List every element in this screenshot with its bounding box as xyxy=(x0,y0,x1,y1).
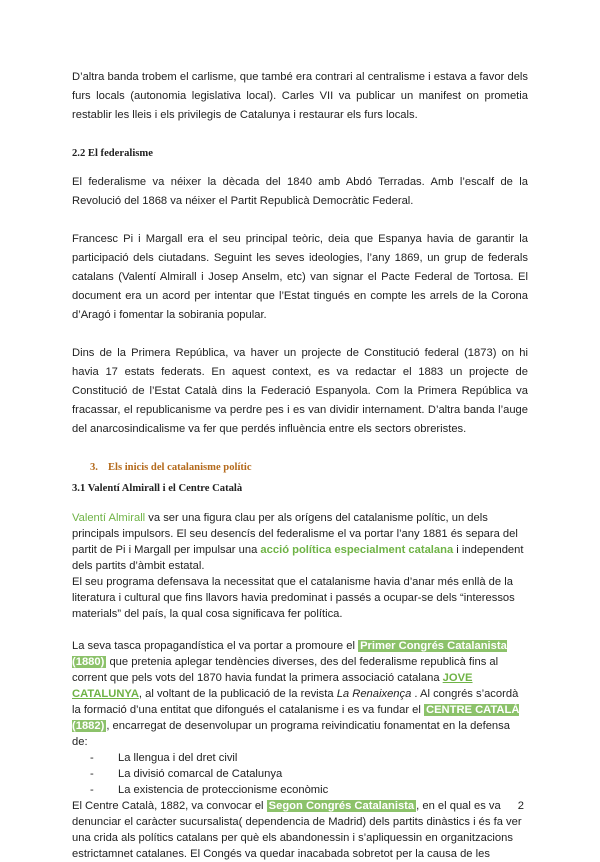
list-item: - La llengua i del dret civil xyxy=(90,750,528,766)
carlism-paragraph: D’altra banda trobem el carlisme, que també era contrari al centralisme i estava a favor dels furs locals (autonomia legislativa local). Carles VII va publicar un manifest on prometia restablir les lleis i els privilegis de Catalunya i restaurar els furs locals. xyxy=(72,71,528,121)
jove-catalunya-link[interactable]: JOVE CATALUNYA xyxy=(72,672,473,700)
federalism-paragraph-3: Dins de la Primera República, va haver un projecte de Constitució federal (1873) on hi havia 17 estats federats. En aquest context, es va redactar el 1883 un projecte de Constitució de l’Estat Català dins la Federació Espanyola. Com la Primera República va fracassar, el republicanisme va perdre pes i es van dividir internament. D’altra banda l’auge del anarcosindicalisme va fer que perdés influència entre els sectors obreristes. xyxy=(72,347,528,435)
centre-catala-link[interactable]: CENTRE CATALÀ (1882) xyxy=(72,704,520,732)
programa-paragraph: El seu programa defensava la necessitat que el catalanisme havia d’anar més enllà de la literatura i cultural que fins llavors havia predominat i passés a ocupar-se dels “interessos materials” del país, la qual cosa significava fer política. xyxy=(72,576,515,620)
federalism-paragraph-1: El federalisme va néixer la dècada del 1840 amb Abdó Terradas. Amb l’escalf de la Revolució del 1868 va néixer el Partit Republicà Democràtic Federal. xyxy=(72,176,528,207)
accio-politica-link[interactable]: acció política especialment catalana xyxy=(260,544,454,556)
defensa-list xyxy=(72,750,528,798)
primer-congres-link[interactable]: Primer Congrés Catalanista (1880) xyxy=(72,640,507,668)
la-renaixenca-title: La Renaixença xyxy=(336,688,412,700)
section-3-heading xyxy=(72,458,528,477)
section-3-number: 3. xyxy=(90,462,98,473)
section-3-1-heading: 3.1 Valentí Almirall i el Centre Català xyxy=(72,483,243,494)
congres-paragraph: La seva tasca propagandística el va portar a promoure el Primer Congrés Catalanista (1880) que pretenia aplegar tendències diverses, des del federalisme republicà fins al corrent que pels vots del 1870 havia fundat la primera associació catalana JOVE CATALUNYA, al voltant de la publicació de la revista La Renaixença . Al congrés s’acordà la formació d’una entitat que difongués el catalanisme i es va fundar el CENTRE CATALÀ (1882) , encarregat de desenvolupar un programa reivindicatiu fonamentat en la defensa de: xyxy=(72,640,520,748)
list-item: - La existencia de proteccionisme econòmic xyxy=(90,782,528,798)
section-3-title: Els inicis del catalanisme polític xyxy=(107,462,252,473)
list-item: - La divisió comarcal de Catalunya xyxy=(90,766,528,782)
page-number: 2 xyxy=(517,800,524,812)
section-2-2-heading: 2.2 El federalisme xyxy=(72,148,153,159)
almirall-block xyxy=(72,510,528,862)
segon-congres-link[interactable]: Segon Congrés Catalanista xyxy=(268,800,415,812)
federalism-paragraph-2: Francesc Pi i Margall era el seu principal teòric, deia que Espanya havia de garantir la participació dels ciutadans. Seguint les seves ideologies, l’any 1869, un grup de federals catalans (Valentí Almirall i Josep Anselm, etc) van signar el Pacte Federal de Tortosa. El document era un acord per intentar que l’Estat tingués en compte les arrels de la Corona d’Aragó i fomentar la sobirania popular. xyxy=(72,233,528,321)
almirall-paragraph: Valentí Almirall va ser una figura clau per als orígens del catalanisme polític, un dels principals impulsors. El seu desencís del federalisme el va portar l’any 1881 és separa del partit de Pi i Margall per impulsar una acció política especialment catalana i independent dels partits d’àmbit estatal. xyxy=(72,512,524,572)
segon-congres-paragraph: El Centre Català, 1882, va convocar el Segon Congrés Catalanista , en el qual es va denunciar el caràcter sucursalista( dependencia de Madrid) dels partits dinàstics i és fa ver una crida als polítics catalans per què els abandonessin i s’apliquessin en organitzacions estrictamnet catalanes. El Congés va quedar inacabada sobretot per la causa de les xyxy=(72,800,522,860)
almirall-name-link[interactable]: Valentí Almirall xyxy=(72,512,146,524)
document-page xyxy=(72,68,528,862)
